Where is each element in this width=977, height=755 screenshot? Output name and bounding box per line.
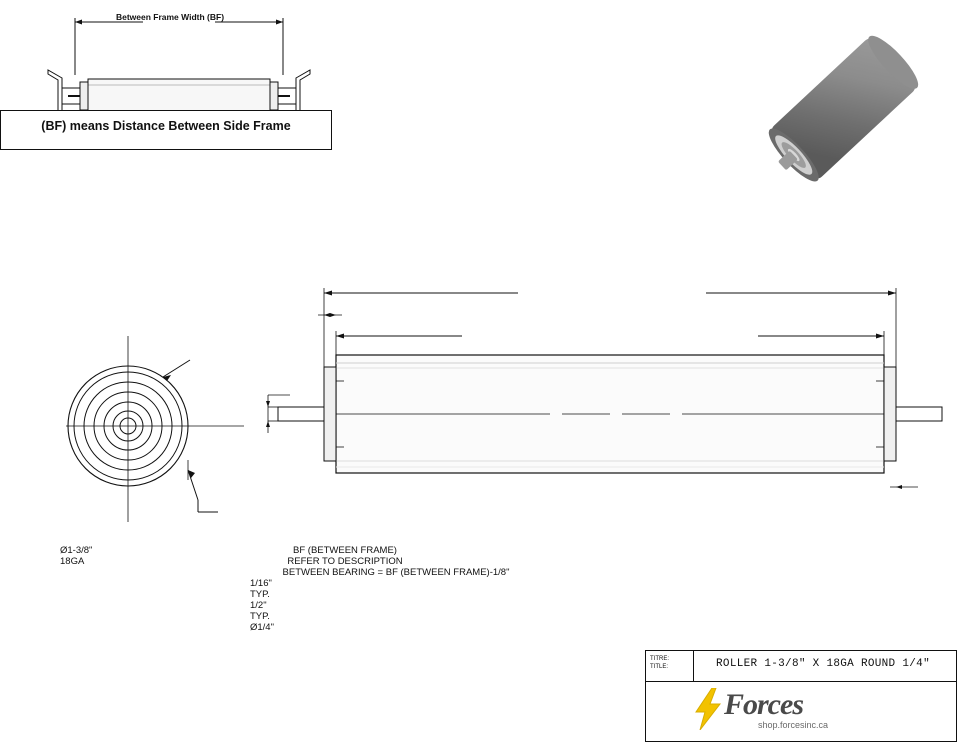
title-block-labels — [650, 655, 669, 671]
bf-dimension-line-1: BF (BETWEEN FRAME) — [293, 545, 397, 556]
bf-dimension-line-2: REFER TO DESCRIPTION — [287, 556, 403, 567]
roller-product-photo — [735, 30, 950, 190]
roller-side-view — [250, 255, 950, 633]
logo-wordmark: Forces — [724, 688, 803, 721]
bf-caption-text: (BF) means Distance Between Side Frame — [41, 119, 291, 133]
between-frame-illustration — [0, 0, 330, 148]
typ-left-dimension: 1/16" — [250, 578, 272, 589]
roller-diameter-label: Ø1-3/8" — [60, 545, 93, 556]
bf-width-label: Between Frame Width (BF) — [115, 12, 225, 22]
roller-end-view — [60, 330, 240, 567]
bf-illustration-svg — [0, 0, 330, 112]
title-label-en: TITLE: — [650, 664, 669, 670]
typ-right-dimension: 1/2" — [250, 600, 267, 611]
gauge-label: 18GA — [60, 556, 85, 567]
company-logo[interactable] — [646, 682, 956, 740]
drawing-title: ROLLER 1-3/8" X 18GA ROUND 1/4" — [716, 658, 930, 670]
title-block-divider — [693, 651, 694, 681]
between-bearing-dimension: BETWEEN BEARING = BF (BETWEEN FRAME)-1/8" — [282, 567, 510, 578]
shaft-diameter-label: Ø1/4" — [250, 622, 274, 633]
lightning-bolt-icon — [694, 688, 722, 730]
typ-right-suffix: TYP. — [250, 611, 270, 622]
title-block — [645, 650, 957, 742]
title-label-fr: TITRE: — [650, 656, 669, 662]
logo-website: shop.forcesinc.ca — [758, 720, 829, 730]
typ-left-suffix: TYP. — [250, 589, 270, 600]
